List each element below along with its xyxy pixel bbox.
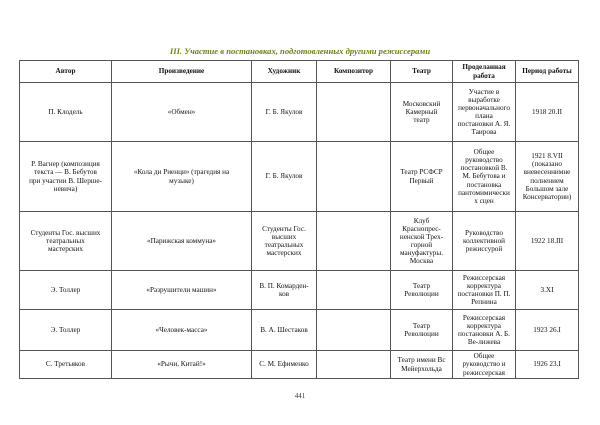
header-composer: Композитор: [317, 61, 391, 83]
table-header-row: [20, 61, 579, 83]
cell-author: С. Третьяков: [20, 351, 112, 379]
cell-composer: [317, 271, 391, 310]
cell-period: 1918 20.II: [516, 83, 579, 142]
cell-work: «Обмен»: [112, 83, 252, 142]
header-work: Произведение: [112, 61, 252, 83]
header-period: Период работы: [516, 61, 579, 83]
cell-work: «Кола ди Риенци» (трагедия на музыке): [112, 142, 252, 212]
cell-author: П. Клодель: [20, 83, 112, 142]
cell-work: «Парижская коммуна»: [112, 212, 252, 271]
productions-table: [19, 60, 579, 379]
header-artist: Художник: [252, 61, 317, 83]
cell-theater: Театр имени Вс Мейерхольда: [391, 351, 453, 379]
page-number: 441: [294, 392, 306, 400]
cell-period: 1926 23.I: [516, 351, 579, 379]
cell-composer: [317, 142, 391, 212]
section-title: III. Участие в постановках, подготовленных другими режиссерами: [169, 46, 431, 56]
table-row: [20, 310, 579, 351]
cell-period: 3.XI: [516, 271, 579, 310]
table-row: [20, 142, 579, 212]
cell-theater: Театр Революции: [391, 310, 453, 351]
table-row: [20, 212, 579, 271]
cell-work: «Разрушители машин»: [112, 271, 252, 310]
header-theater: Театр: [391, 61, 453, 83]
cell-work-done: Общее руководство и режиссерская: [453, 351, 516, 379]
cell-author: Студенты Гос. высших театральных мастерских: [20, 212, 112, 271]
cell-author: Э. Толлер: [20, 310, 112, 351]
cell-theater: Театр РСФСР Первый: [391, 142, 453, 212]
table-row: [20, 271, 579, 310]
cell-theater: Московский Камерный театр: [391, 83, 453, 142]
cell-author: Э. Толлер: [20, 271, 112, 310]
cell-work-done: Участие в выработке первоначального плана постановки А. Я. Таирова: [453, 83, 516, 142]
cell-composer: [317, 310, 391, 351]
cell-period: 1922 18.III: [516, 212, 579, 271]
cell-artist: Г. Б. Якулов: [252, 142, 317, 212]
cell-work-done: Общее руководство постановкой В. М. Бебутова и постановка пантомимически х сцен: [453, 142, 516, 212]
cell-artist: Г. Б. Якулов: [252, 83, 317, 142]
cell-composer: [317, 83, 391, 142]
cell-work-done: Руководство коллективной режиссурой: [453, 212, 516, 271]
cell-period: 1923 26.I: [516, 310, 579, 351]
header-work-done: Проделанная работа: [453, 61, 516, 83]
cell-work: «Рычи, Китай!»: [112, 351, 252, 379]
cell-artist: В. П. Комарден- ков: [252, 271, 317, 310]
cell-work-done: Режиссерская корректура постановки П. П. Репнина: [453, 271, 516, 310]
cell-composer: [317, 351, 391, 379]
table-row: [20, 351, 579, 379]
cell-work-done: Режиссерская корректура постановки А. Б. Ве-лижева: [453, 310, 516, 351]
cell-work: «Человек-масса»: [112, 310, 252, 351]
cell-author: Р. Вагнер (композиция текста — В. Бебутов при участии В. Шерше- невича): [20, 142, 112, 212]
table-row: [20, 83, 579, 142]
cell-theater: Театр Революции: [391, 271, 453, 310]
cell-period: 1921 8.VII (показано вневесеннимне полнением Большом зале Консерватории): [516, 142, 579, 212]
cell-artist: Студенты Гос. высших театральных мастерских: [252, 212, 317, 271]
cell-artist: С. М. Ефименко: [252, 351, 317, 379]
cell-composer: [317, 212, 391, 271]
cell-artist: В. А. Шестаков: [252, 310, 317, 351]
cell-theater: Клуб Краснопрес- ненской Трех- горной мануфактуры. Москва: [391, 212, 453, 271]
header-author: Автор: [20, 61, 112, 83]
